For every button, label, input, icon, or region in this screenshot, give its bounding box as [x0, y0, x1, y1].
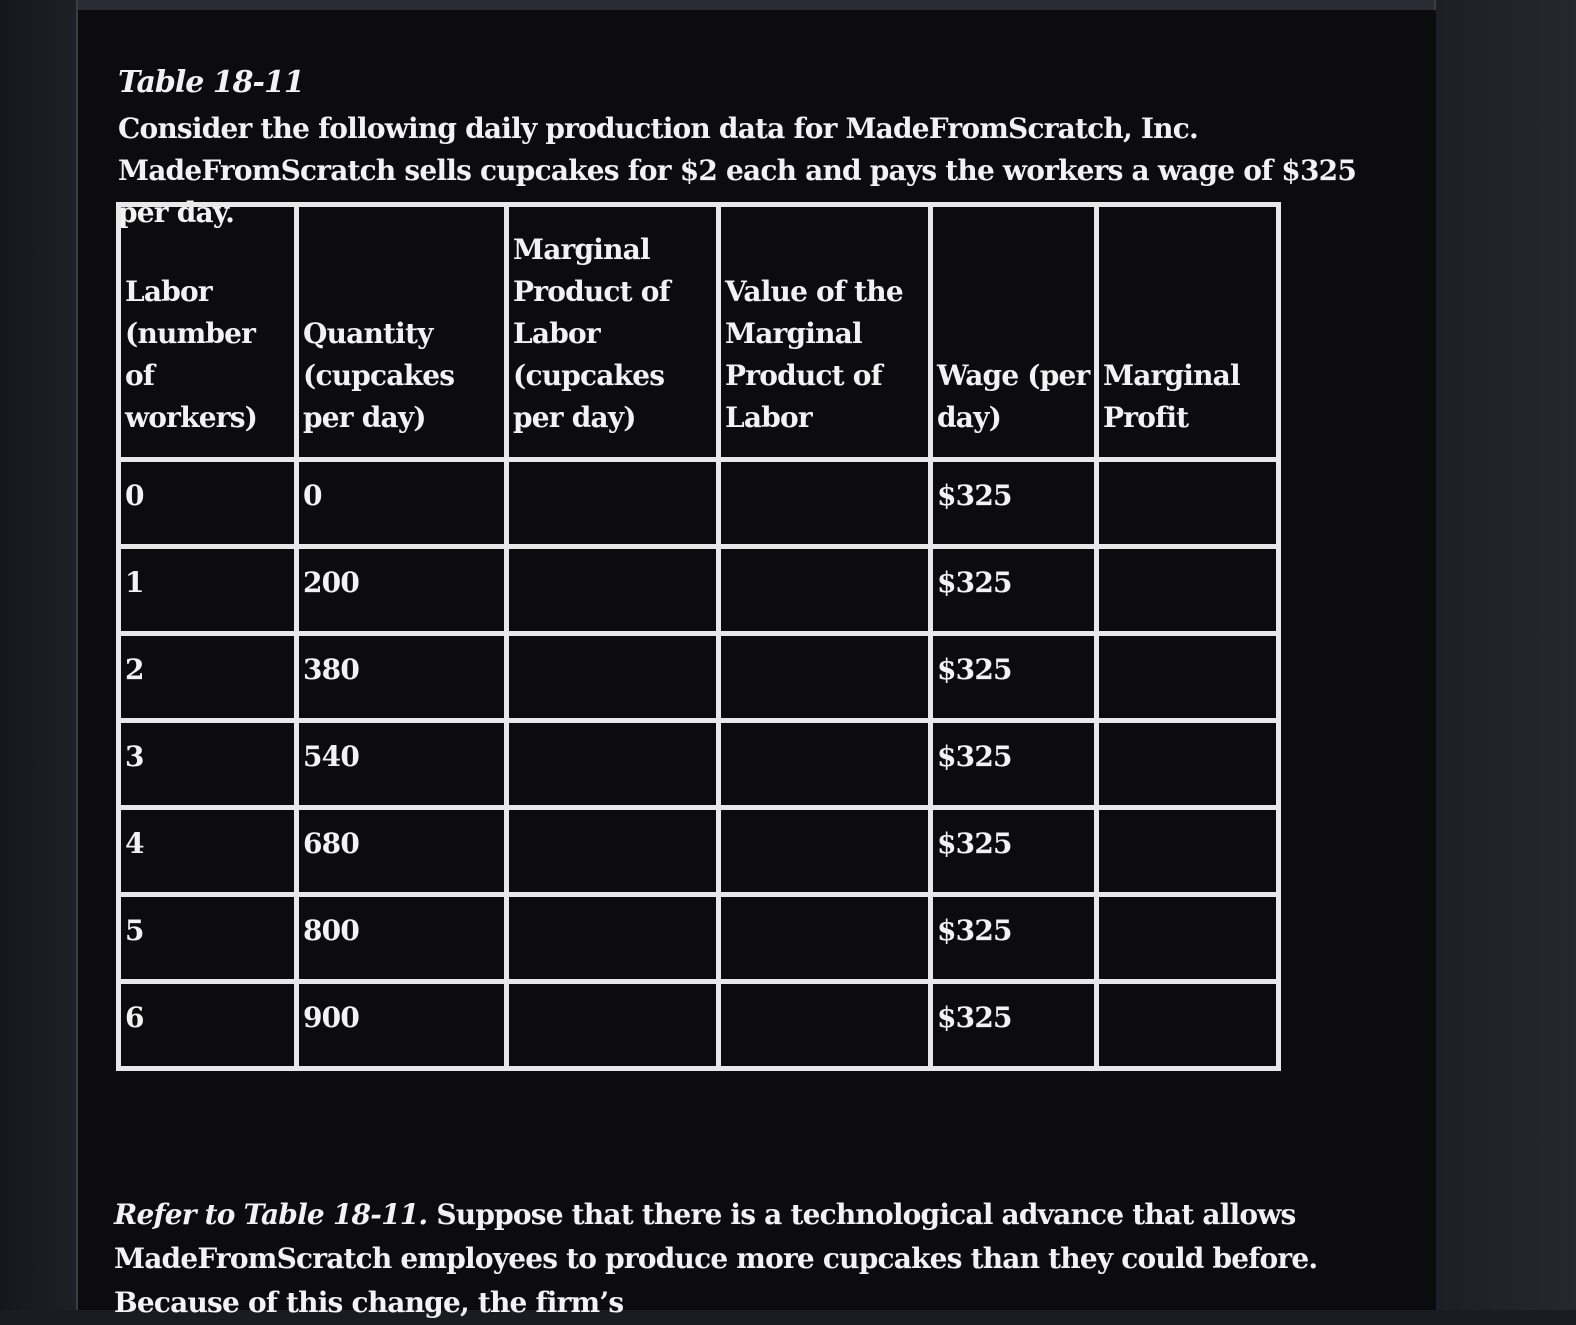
header-value-marginal-product: Value of the Marginal Product of Labor	[719, 205, 931, 460]
cell-quantity: 800	[297, 895, 507, 982]
cell-value-marginal-product	[719, 895, 931, 982]
cell-marginal-profit	[1097, 808, 1279, 895]
monitor-bezel-left	[0, 0, 78, 1310]
table-title: Table 18-11	[118, 65, 304, 100]
question-body: Suppose that there is a technological advance that allows MadeFromScratch employees to produce more cupcakes than they could before. Because of this change, the firm’s	[114, 1198, 1318, 1319]
document-screen	[78, 10, 1436, 1319]
monitor-bezel-right	[1434, 0, 1576, 1310]
table-row	[119, 460, 1279, 547]
table-row	[119, 547, 1279, 634]
cell-quantity: 380	[297, 634, 507, 721]
cell-marginal-profit	[1097, 634, 1279, 721]
cell-wage: $325	[931, 460, 1097, 547]
table-row	[119, 982, 1279, 1069]
cell-marginal-product	[507, 634, 719, 721]
header-quantity: Quantity (cupcakes per day)	[297, 205, 507, 460]
cell-labor: 4	[119, 808, 297, 895]
table-row	[119, 808, 1279, 895]
cell-marginal-profit	[1097, 460, 1279, 547]
header-marginal-product: Marginal Product of Labor (cupcakes per day)	[507, 205, 719, 460]
cell-marginal-profit	[1097, 982, 1279, 1069]
header-wage: Wage (per day)	[931, 205, 1097, 460]
cell-quantity: 680	[297, 808, 507, 895]
cell-labor: 2	[119, 634, 297, 721]
cell-wage: $325	[931, 634, 1097, 721]
cell-value-marginal-product	[719, 982, 931, 1069]
cell-labor: 5	[119, 895, 297, 982]
cell-labor: 6	[119, 982, 297, 1069]
monitor-bezel-top	[78, 0, 1436, 10]
cell-quantity: 540	[297, 721, 507, 808]
cell-value-marginal-product	[719, 721, 931, 808]
cell-marginal-profit	[1097, 895, 1279, 982]
cell-quantity: 900	[297, 982, 507, 1069]
table-row	[119, 721, 1279, 808]
cell-marginal-product	[507, 721, 719, 808]
cell-wage: $325	[931, 982, 1097, 1069]
cell-value-marginal-product	[719, 547, 931, 634]
cell-wage: $325	[931, 721, 1097, 808]
cell-quantity: 200	[297, 547, 507, 634]
cell-value-marginal-product	[719, 460, 931, 547]
cell-wage: $325	[931, 547, 1097, 634]
cell-marginal-product	[507, 895, 719, 982]
cell-wage: $325	[931, 808, 1097, 895]
cell-marginal-profit	[1097, 547, 1279, 634]
cell-marginal-profit	[1097, 721, 1279, 808]
table-header-row	[119, 205, 1279, 460]
question-text	[114, 1193, 1434, 1325]
cell-labor: 3	[119, 721, 297, 808]
production-table	[116, 202, 1281, 1071]
cell-value-marginal-product	[719, 634, 931, 721]
cell-marginal-product	[507, 982, 719, 1069]
table-row	[119, 634, 1279, 721]
header-marginal-profit: Marginal Profit	[1097, 205, 1279, 460]
cell-wage: $325	[931, 895, 1097, 982]
cell-labor: 1	[119, 547, 297, 634]
question-reference: Refer to Table 18-11.	[114, 1198, 428, 1231]
cell-value-marginal-product	[719, 808, 931, 895]
cell-quantity: 0	[297, 460, 507, 547]
cell-marginal-product	[507, 460, 719, 547]
header-labor: Labor (number of workers)	[119, 205, 297, 460]
cell-marginal-product	[507, 808, 719, 895]
table-row	[119, 895, 1279, 982]
cell-marginal-product	[507, 547, 719, 634]
intro-text: Consider the following daily production data for MadeFromScratch, Inc. MadeFromScratch sells cupcakes for $2 each and pays the workers a wage of $325 per day.	[118, 112, 1357, 229]
cell-labor: 0	[119, 460, 297, 547]
